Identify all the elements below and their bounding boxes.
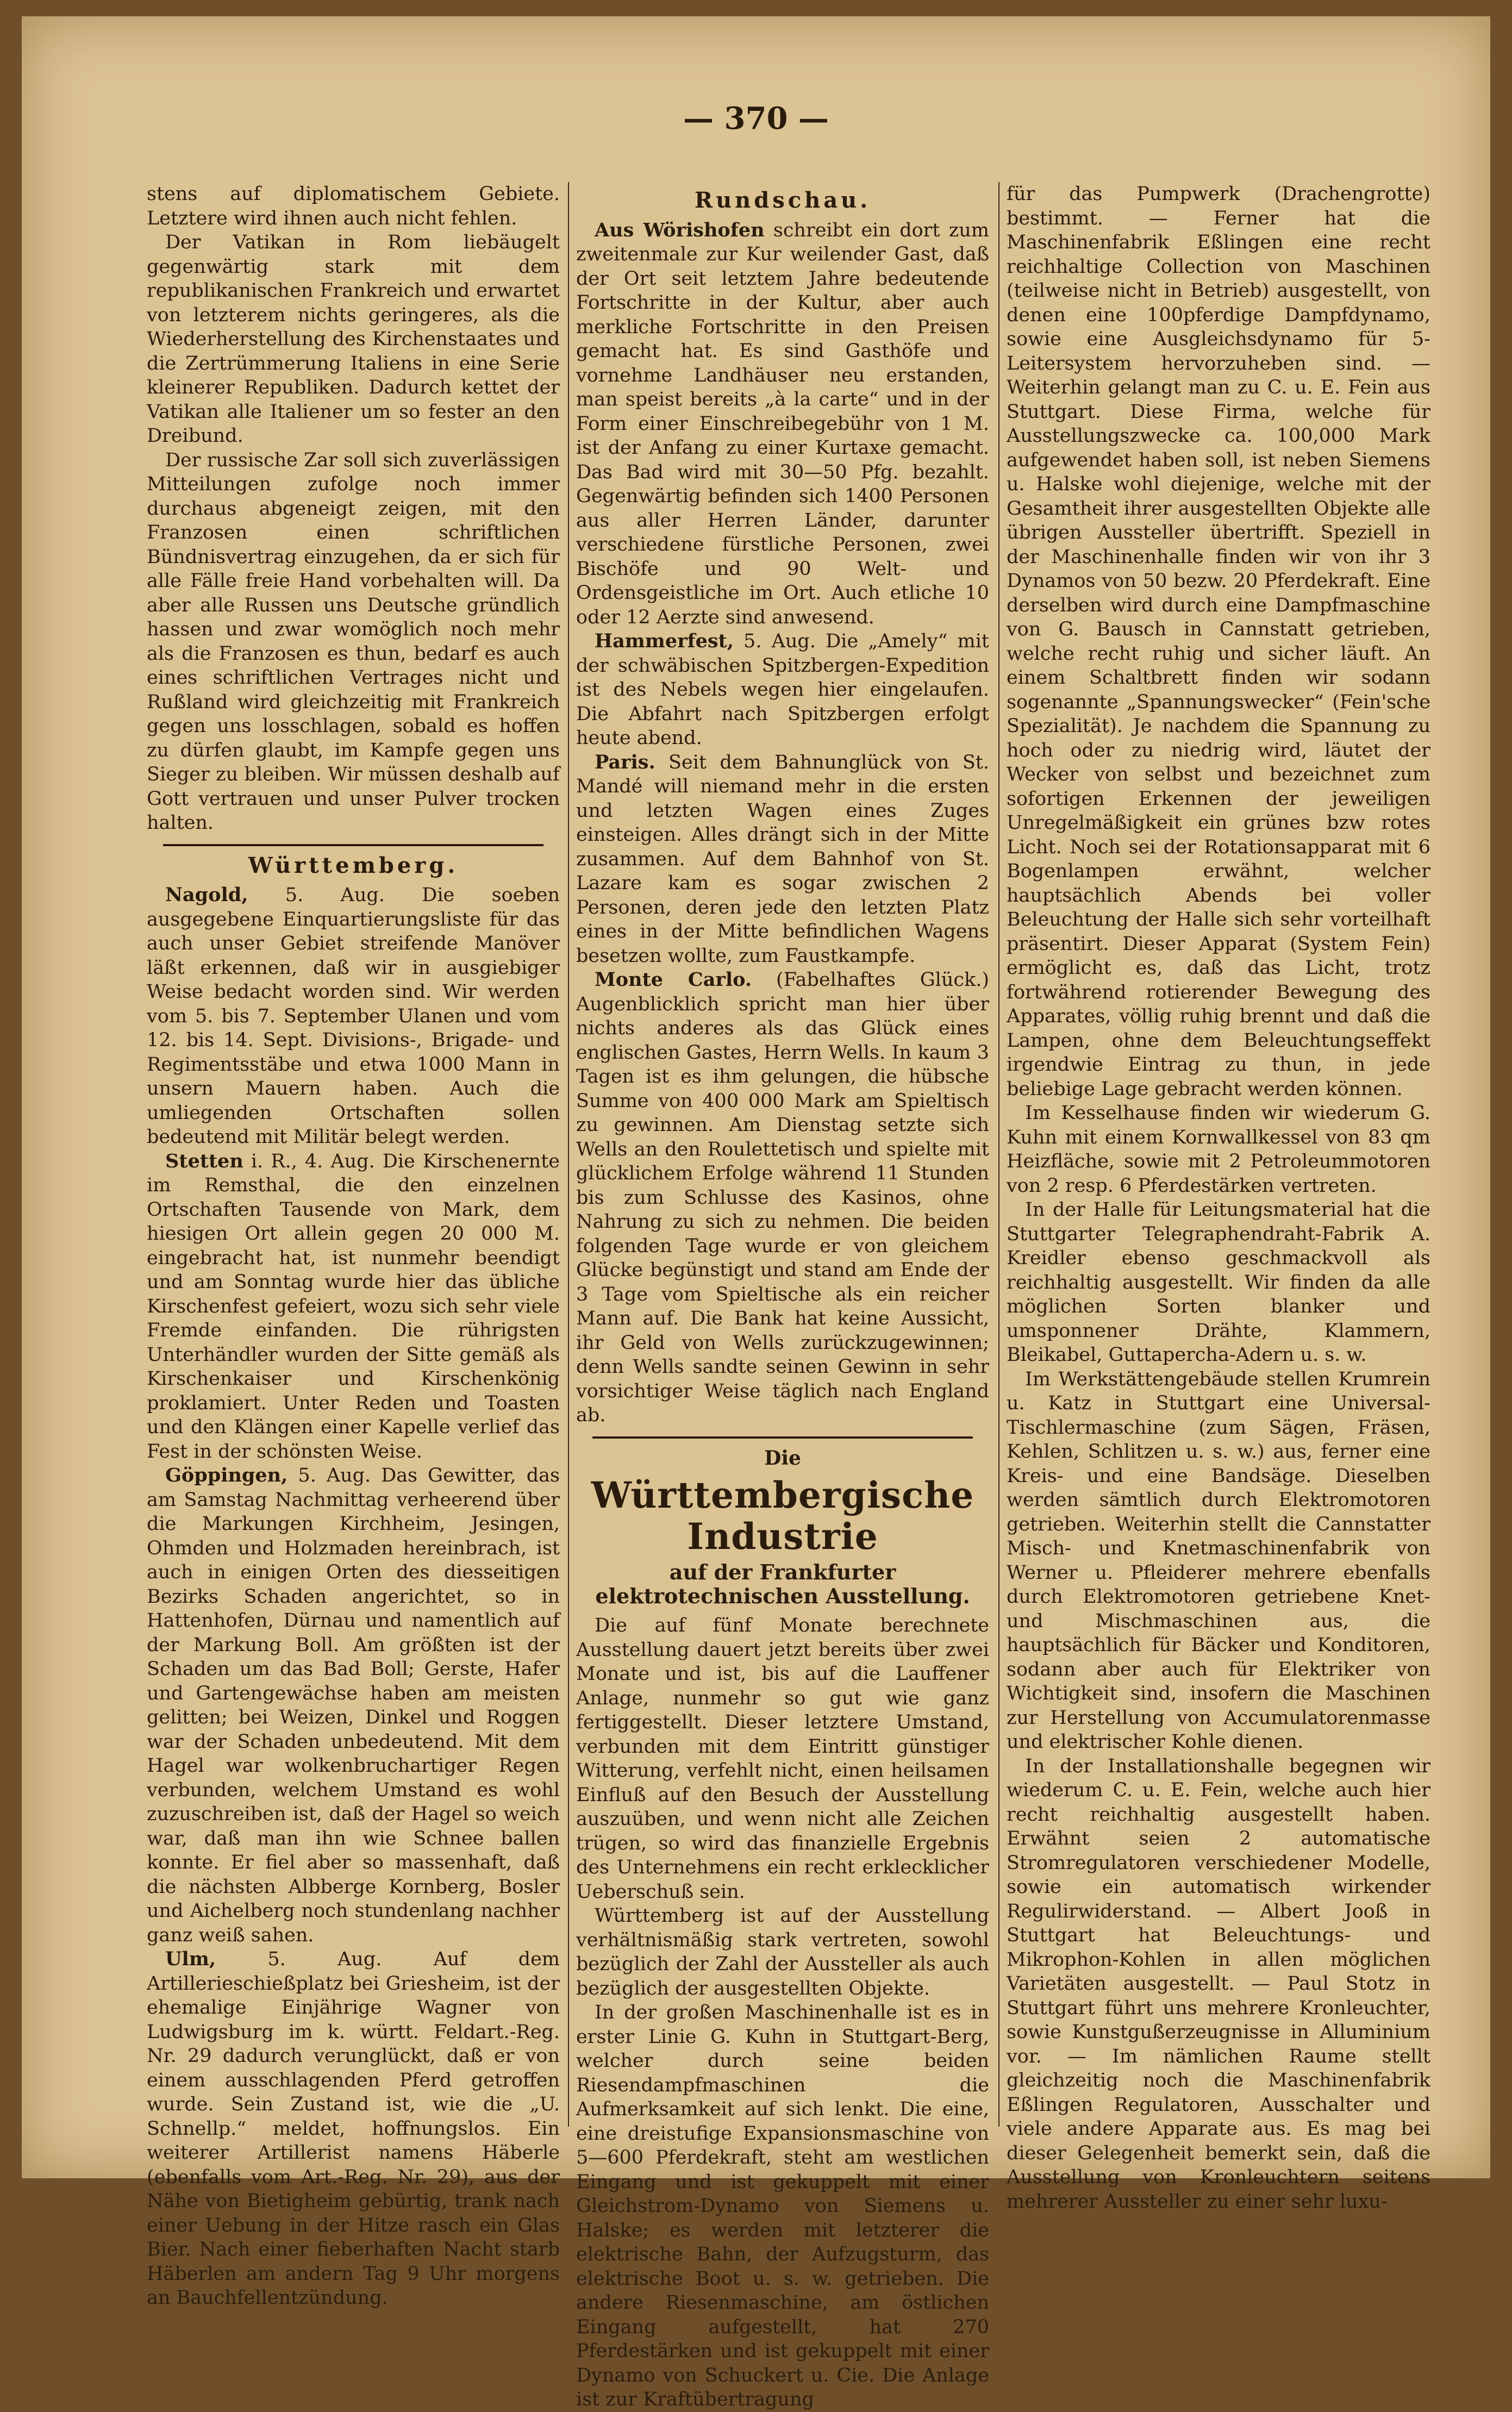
news-ulm <box>147 1947 560 2310</box>
article-continuation: stens auf diplomatischem Gebiete. Letztere wird ihnen auch nicht fehlen. <box>147 183 560 229</box>
section-rule <box>592 1436 973 1439</box>
feature-paragraph: In der Halle für Leitungsmaterial hat die Stuttgarter Telegraphendraht-Fabrik A. Kreidler ebenso geschmackvoll als reichhaltig ausgestellt. Wir finden da alle möglichen Sorten blanker und umsponnener Drähte, Klammern, Bleikabel, Guttapercha-Adern u. s. w. <box>1007 1199 1430 1366</box>
section-rule <box>163 844 543 846</box>
news-ulm-text: 5. Aug. Auf dem Artillerieschießplatz bei Griesheim, ist der ehemalige Einjährige Wagner von Ludwigsburg im k. württ. Feldart.-Reg. Nr. 29 dadurch verunglückt, daß er von einem ausschlagenden Pferd getroffen wurde. Sein Zustand ist, wie die „U. Schnellp.“ meldet, hoffnungslos. Ein weiterer Artillerist namens Häberle (ebenfalls vom Art.-Reg. Nr. 29), aus der Nähe von Bietigheim gebürtig, trank nach einer Uebung in der Hitze rasch ein Glas Bier. Nach einer fieberhaften Nacht starb Häberlen am andern Tag 9 Uhr morgens an Bauchfellentzündung. <box>147 1948 560 2309</box>
dateline-stetten: Stetten <box>165 1149 243 1172</box>
news-woerishofen <box>576 218 989 630</box>
feature-paragraph: Im Werkstättengebäude stellen Krumrein u. Katz in Stuttgart eine Universal-Tischlermaschine (zum Sägen, Fräsen, Kehlen, Schlitzen u. s. w.) aus, ferner eine Kreis- und eine Bandsäge. Dieselben werden sämtlich durch Elektromotoren getrieben. Weiterhin stellt die Cannstatter Misch- und Knetmaschinenfabrik von Werner u. Pfleiderer mehrere ebenfalls durch Elektromotoren getriebene Knet- und Mischmaschinen aus, die hauptsächlich für Bäcker und Konditoren, sodann aber auch für Elektriker von Wichtigkeit sind, insofern die Maschinen zur Herstellung von Accumulatorenmasse und elektrischer Kohle dienen. <box>1007 1368 1430 1753</box>
news-monte-carlo-text: (Fabelhaftes Glück.) Augenblicklich spricht man hier über nichts anderes als das Glück eines englischen Gastes, Herrn Wells. In kaum 3 Tagen ist es ihm gelungen, die hübsche Summe von 400 000 Mark am Spieltisch zu gewinnen. Am Dienstag setzte sich Wells an den Roulettetisch und spielte mit glücklichem Erfolge während 11 Stunden bis zum Schlusse des Kasinos, ohne Nahrung zu sich zu nehmen. Die beiden folgenden Tage wurde er von gleichem Glücke begünstigt und stand am Ende der 3 Tage vom Spieltische als ein reicher Mann auf. Die Bank hat keine Aussicht, ihr Geld von Wells zurückzugewinnen; denn Wells sandte seinen Gewinn in sehr vorsichtiger Weise täglich nach England ab. <box>576 969 989 1426</box>
news-nagold-text: 5. Aug. Die soeben ausgegebene Einquartierungsliste für das auch unser Gebiet streifende Manöver läßt erkennen, daß wir in ausgiebiger Weise bedacht worden sind. Wir werden vom 5. bis 7. September Ulanen und vom 12. bis 14. Sept. Divisions-, Brigade- und Regimentsstäbe und etwa 1000 Mann in unsern Mauern haben. Auch die umliegenden Ortschaften sollen bedeutend mit Militär belegt werden. <box>147 884 560 1148</box>
dateline-woerishofen: Aus Wörishofen <box>595 218 765 241</box>
dateline-ulm: Ulm, <box>165 1948 216 1970</box>
news-paris-text: Seit dem Bahnunglück von St. Mandé will niemand mehr in die ersten und letzten Wagen eines Zuges einsteigen. Alles drängt sich in der Mitte zusammen. Auf dem Bahnhof von St. Lazare kam es sogar zwischen 2 Personen, deren jede den letzten Platz eines in der Mitte befindlichen Wagens besetzen wollte, zum Faustkampfe. <box>576 751 989 967</box>
dateline-hammerfest: Hammerfest, <box>595 630 734 652</box>
dateline-paris: Paris. <box>595 751 655 773</box>
article-russian-tsar: Der russische Zar soll sich zuverlässigen Mitteilungen zufolge noch immer durchaus abgeneigt zeigen, mit den Franzosen einen schriftlichen Bündnisvertrag einzugehen, da er sich für alle Fälle freie Hand vorbehalten will. Da aber alle Russen uns Deutsche gründlich hassen und zwar womöglich noch mehr als die Franzosen es thun, bedarf es auch eines schriftlichen Vertrages nicht und Rußland wird gleichzeitig mit Frankreich gegen uns losschlagen, sobald es hoffen zu dürfen glaubt, im Kampfe gegen uns Sieger zu bleiben. Wir müssen deshalb auf Gott vertrauen und unser Pulver trocken halten. <box>147 449 560 834</box>
news-goeppingen <box>147 1464 560 1947</box>
news-woerishofen-text: schreibt ein dort zum zweitenmale zur Kur weilender Gast, daß der Ort seit letztem Jahre bedeutende Fortschritte in der Kultur, aber auch merkliche Fortschritte in den Preisen gemacht hat. Es sind Gasthöfe und vornehme Landhäuser neu erstanden, man speist bereits „à la carte“ und in der Form einer Einschreibegebühr von 1 M. ist der Anfang zu einer Kurtaxe gemacht. Das Bad wird mit 30—50 Pfg. bezahlt. Gegenwärtig befinden sich 1400 Personen aus aller Herren Länder, darunter verschiedene fürstliche Personen, zwei Bischöfe und 90 Welt- und Ordensgeistliche im Ort. Auch etliche 10 oder 12 Aerzte sind anwesend. <box>576 219 989 628</box>
feature-paragraph: Württemberg ist auf der Ausstellung verhältnismäßig stark vertreten, sowohl bezüglich der Zahl der Aussteller als auch bezüglich der ausgestellten Objekte. <box>576 1905 989 1999</box>
news-nagold <box>147 883 560 1149</box>
dateline-goeppingen: Göppingen, <box>165 1464 288 1486</box>
news-hammerfest-text: 5. Aug. Die „Amely“ mit der schwäbischen Spitzbergen-Expedition ist des Nebels wegen hier eingelaufen. Die Abfahrt nach Spitzbergen erfolgt heute abend. <box>576 630 989 749</box>
column-right <box>1007 182 1430 2213</box>
news-stetten-text: i. R., 4. Aug. Die Kirschenernte im Remsthal, die den einzelnen Ortschaften Tausende von Mark, dem hiesigen Ort allein gegen 20 000 M. eingebracht hat, ist nunmehr beendigt und am Sonntag wurde hier das übliche Kirschenfest gefeiert, wozu sich sehr viele Fremde einfanden. Die rührigsten Unterhändler wurden der Sitte gemäß als Kirschenkaiser und Kirschenkönig proklamiert. Unter Reden und Toasten und den Klängen einer Kapelle verlief das Fest in der schönsten Weise. <box>147 1150 560 1463</box>
news-monte-carlo <box>576 968 989 1428</box>
feature-paragraph: In der großen Maschinenhalle ist es in erster Linie G. Kuhn in Stuttgart-Berg, welcher durch seine beiden Riesendampfmaschinen die Aufmerksamkeit auf sich lenkt. Die eine, eine dreistufige Expansionsmaschine von 5—600 Pferdekraft, steht am westlichen Eingang und ist gekuppelt mit einer Gleichstrom-Dynamo von Siemens u. Halske; es werden mit letzterer die elektrische Bahn, der Aufzugsturm, das elektrische Boot u. s. w. getrieben. Die andere Riesenmaschine, am östlichen Eingang aufgestellt, hat 270 Pferdestärken und ist gekuppelt mit einer Dynamo von Schuckert u. Cie. Die Anlage ist zur Kraftübertragung <box>576 2002 989 2410</box>
newspaper-page <box>22 16 1490 2410</box>
section-heading-wuerttemberg: Württemberg. <box>248 852 459 878</box>
feature-paragraph: Im Kesselhause finden wir wiederum G. Kuhn mit einem Kornwallkessel von 83 qm Heizfläche, sowie mit 2 Petroleummotoren von 2 resp. 6 Pferdestärken vertreten. <box>1007 1102 1430 1197</box>
dateline-monte-carlo: Monte Carlo. <box>595 968 752 991</box>
column-divider <box>568 182 569 2127</box>
feature-title: Württembergische Industrie <box>591 1474 974 1558</box>
dateline-nagold: Nagold, <box>165 884 248 906</box>
column-middle <box>576 182 989 2410</box>
news-stetten <box>147 1149 560 1464</box>
news-paris <box>576 751 989 968</box>
column-divider <box>998 182 999 2127</box>
feature-paragraph: für das Pumpwerk (Drachengrotte) bestimmt. — Ferner hat die Maschinenfabrik Eßlingen eine recht reichhaltige Collection von Maschinen (teilweise nicht in Betrieb) ausgestellt, von denen eine 100pferdige Dampfdynamo, sowie eine Ausgleichsdynamo für 5-Leitersystem hervorzuheben sind. — Weiterhin gelangt man zu C. u. E. Fein aus Stuttgart. Diese Firma, welche für Ausstellungszwecke ca. 100,000 Mark aufgewendet haben soll, ist neben Siemens u. Halske wohl diejenige, welche mit der Gesamtheit ihrer ausgestellten Objekte alle übrigen Aussteller übertrifft. Speziell in der Maschinenhalle finden wir von ihr 3 Dynamos von 50 bezw. 20 Pferdekraft. Eine derselben wird durch eine Dampfmaschine von G. Bausch in Cannstatt getrieben, welche recht ruhig und sicher läuft. An einem Schaltbrett finden wir sodann sogenannte „Spannungswecker“ (Fein'sche Spezialität). Je nachdem die Spannung zu hoch oder zu niedrig wird, läutet der Wecker von selbst und bezeichnet zum sofortigen Erkennen der jeweiligen Unregelmäßigkeit ein grünes bzw rotes Licht. Noch sei der Rotationsapparat mit 6 Bogenlampen erwähnt, welcher hauptsächlich Abends bei voller Beleuchtung der Halle sich sehr vorteilhaft präsentirt. Dieser Apparat (System Fein) ermöglicht es, daß das Licht, trotz fortwährend rotierender Bewegung des Apparates, völlig ruhig brennt und daß die Lampen, ohne dem Beleuchtungseffekt irgendwie Eintrag zu thun, in jede beliebige Lage gebracht werden können. <box>1007 183 1430 1100</box>
feature-paragraph: Die auf fünf Monate berechnete Ausstellung dauert jetzt bereits über zwei Monate und ist, bis auf die Lauffener Anlage, nunmehr so gut wie ganz fertiggestellt. Dieser letztere Umstand, verbunden mit dem Eintritt günstiger Witterung, verfehlt nicht, einen heilsamen Einfluß auf den Besuch der Ausstellung auszuüben, und wenn nicht alle Zeichen trügen, so wird das finanzielle Ergebnis des Unternehmens ein recht erklecklicher Ueberschuß sein. <box>576 1615 989 1903</box>
feature-subtitle: auf der Frankfurter elektrotechnischen Ausstellung. <box>595 1560 970 1608</box>
news-hammerfest <box>576 629 989 751</box>
feature-paragraph: In der Installationshalle begegnen wir wiederum C. u. E. Fein, welche auch hier recht reichhaltig ausgestellt haben. Erwähnt seien 2 automatische Stromregulatoren verschiedener Modelle, sowie ein automatisch wirkender Regulirwiderstand. — Albert Jooß in Stuttgart hat Beleuchtungs- und Mikrophon-Kohlen in allen möglichen Varietäten ausgestellt. — Paul Stotz in Stuttgart führt uns mehrere Kronleuchter, sowie Kunstgußerzeugnisse in Alluminium vor. — Im nämlichen Raume stellt gleichzeitig noch die Maschinenfabrik Eßlingen Regulatoren, Ausschalter und viele andere Apparate aus. Es mag bei dieser Gelegenheit bemerkt sein, daß die Ausstellung von Kronleuchtern seitens mehrerer Aussteller zu einer sehr luxu- <box>1007 1755 1430 2213</box>
news-goeppingen-text: 5. Aug. Das Gewitter, das am Samstag Nachmittag verheerend über die Markungen Kirchheim, Jesingen, Ohmden und Holzmaden hereinbrach, ist auch in einigen Orten des diesseitigen Bezirks Schaden angerichtet, so in Hattenhofen, Dürnau und namentlich auf der Markung Boll. Am größten ist der Schaden um das Bad Boll; Gerste, Hafer und Gartengewächse haben am meisten gelitten; bei Weizen, Dinkel und Roggen war der Schaden unbedeutend. Mit dem Hagel war wolkenbruchartiger Regen verbunden, welchem Umstand es wohl zuzuschreiben ist, daß der Hagel so weich war, daß man ihn wie Schnee ballen konnte. Er fiel aber so massenhaft, daß die nächsten Albberge Kornberg, Bosler und Aichelberg noch stundenlang nachher ganz weiß sahen. <box>147 1465 560 1946</box>
column-left <box>147 182 560 2309</box>
feature-kicker: Die <box>764 1446 801 1470</box>
page-number: — 370 — <box>683 101 829 136</box>
article-vatikan: Der Vatikan in Rom liebäugelt gegenwärtig stark mit dem republikanischen Frankreich und erwartet von letzterem nichts geringeres, als die Wiederherstellung des Kirchenstaates und die Zertrümmerung Italiens in eine Serie kleinerer Republiken. Dadurch kettet der Vatikan alle Italiener um so fester an den Dreibund. <box>147 232 560 447</box>
section-heading-rundschau: Rundschau. <box>694 188 871 213</box>
